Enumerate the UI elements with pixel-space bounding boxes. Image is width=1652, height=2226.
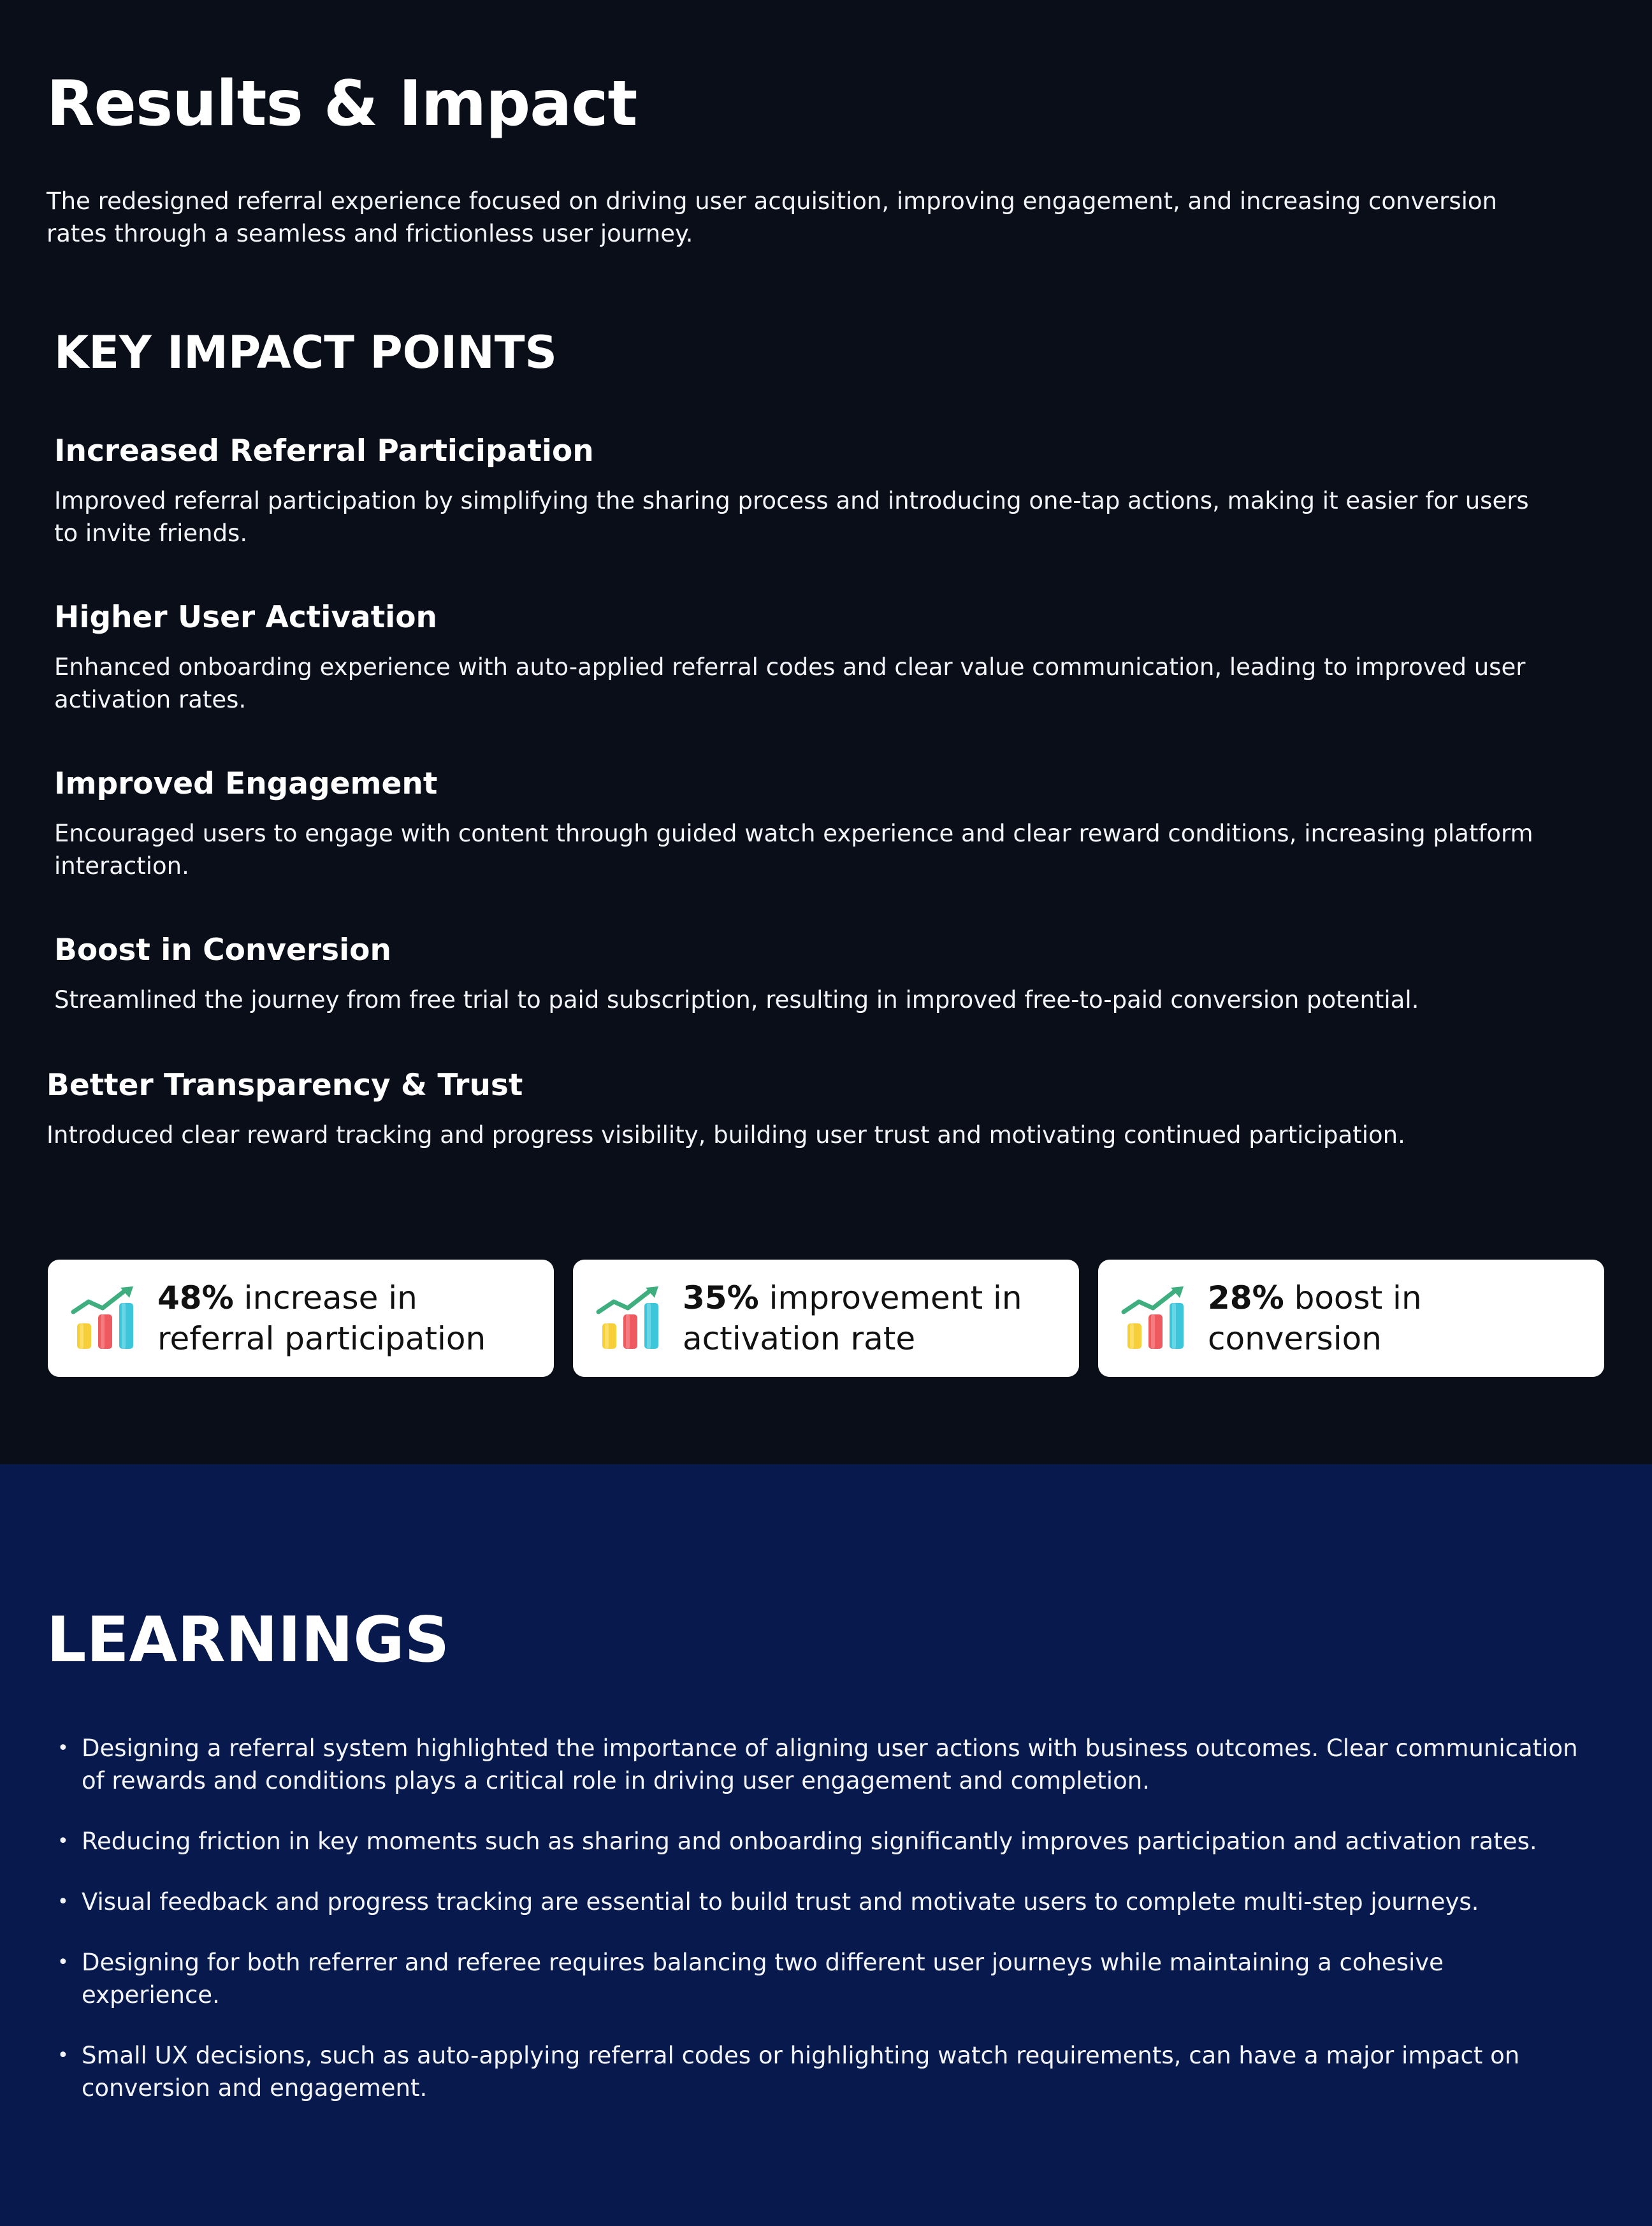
impact-point-title: Higher User Activation	[54, 600, 438, 635]
impact-point-description: Enhanced onboarding experience with auto-applied referral codes and clear value communication, leading to improved user activation rates.	[54, 653, 1526, 713]
list-item: • Visual feedback and progress tracking are essential to build trust and motivate users to complete multi-step journeys.	[57, 1886, 1587, 1918]
stat-value: 28%	[1208, 1279, 1284, 1316]
stat-card-activation	[573, 1260, 1079, 1377]
impact-point-engagement	[54, 767, 1558, 882]
page-title: Results & Impact	[47, 68, 637, 140]
impact-point-title: Increased Referral Participation	[54, 433, 594, 469]
list-item: • Small UX decisions, such as auto-applying referral codes or highlighting watch requirements, can have a major impact on conversion and engagement.	[57, 2039, 1587, 2104]
impact-point-title: Boost in Conversion	[54, 933, 391, 968]
intro-paragraph: The redesigned referral experience focused on driving user acquisition, improving engagement, and increasing conversion rates through a seamless and frictionless user journey.	[47, 187, 1497, 247]
stat-text	[157, 1277, 541, 1359]
impact-point-transparency	[47, 1069, 1551, 1151]
impact-point-description: Streamlined the journey from free trial to paid subscription, resulting in improved free-to-paid conversion potential.	[54, 986, 1419, 1014]
stat-card-conversion	[1098, 1260, 1604, 1377]
list-item: • Reducing friction in key moments such as sharing and onboarding significantly improves participation and activation rates.	[57, 1825, 1587, 1858]
list-item: • Designing for both referrer and referee requires balancing two different user journeys while maintaining a cohesive experience.	[57, 1946, 1587, 2011]
stat-value: 35%	[683, 1279, 759, 1316]
bar-chart-growth-icon	[71, 1284, 140, 1353]
bar-chart-growth-icon	[1121, 1284, 1190, 1353]
impact-point-description: Improved referral participation by simplifying the sharing process and introducing one-tap actions, making it easier for users to invite friends.	[54, 486, 1529, 547]
impact-point-participation	[54, 435, 1558, 549]
impact-point-title: Better Transparency & Trust	[47, 1068, 523, 1103]
list-item: • Designing a referral system highlighted the importance of aligning user actions with business outcomes. Clear communication of rewards and conditions plays a critical role in driving user engagement and completion.	[57, 1732, 1587, 1797]
learnings-list	[57, 1732, 1587, 2104]
impact-point-conversion	[54, 934, 1558, 1016]
stat-text	[1208, 1277, 1591, 1359]
impact-point-description: Encouraged users to engage with content through guided watch experience and clear reward conditions, increasing platform interaction.	[54, 819, 1533, 880]
bar-chart-growth-icon	[596, 1284, 665, 1353]
impact-point-activation	[54, 601, 1558, 716]
stat-card-participation	[48, 1260, 554, 1377]
stat-label: improvement in activation rate	[683, 1279, 1022, 1357]
stat-label: increase in referral participation	[157, 1279, 486, 1357]
learnings-heading: LEARNINGS	[47, 1604, 450, 1677]
stat-label: boost in conversion	[1208, 1279, 1422, 1357]
impact-point-description: Introduced clear reward tracking and progress visibility, building user trust and motivating continued participation.	[47, 1121, 1405, 1149]
stat-text	[683, 1277, 1066, 1359]
key-impact-heading: KEY IMPACT POINTS	[54, 326, 557, 379]
impact-point-title: Improved Engagement	[54, 766, 438, 801]
stat-value: 48%	[157, 1279, 234, 1316]
